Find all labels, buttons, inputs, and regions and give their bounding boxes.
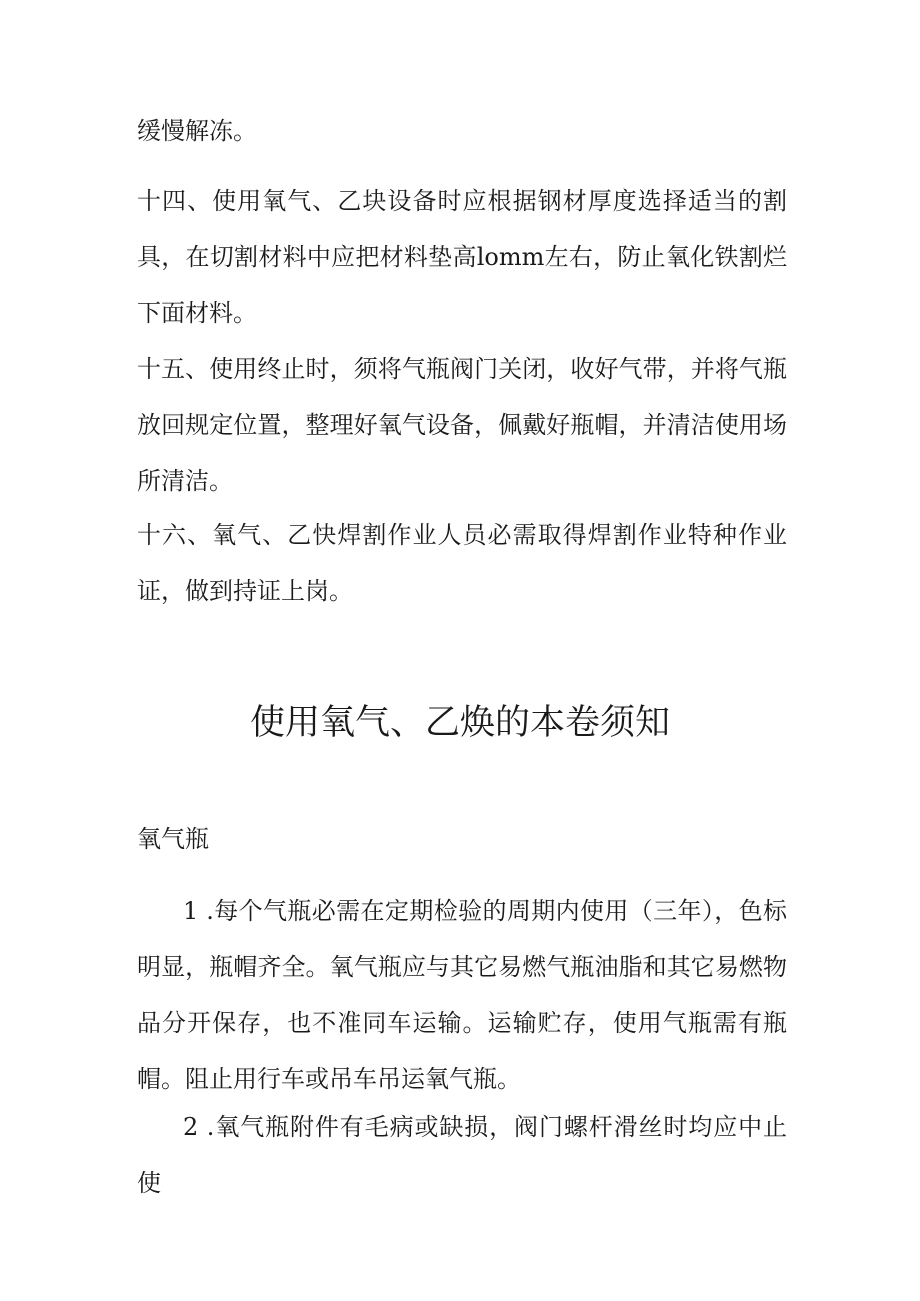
numbered-item-1: 1 .每个气瓶必需在定期检验的周期内使用（三年），色标明显，瓶帽齐全。氧气瓶应与其它易燃气瓶油脂和其它易燃物品分开保存，也不准同车运输。运输贮存，使用气瓶需有瓶帽。阻止用行车或吊车吊运氧气瓶。 [137, 897, 787, 1093]
numbered-item-2: 2 .氧气瓶附件有毛病或缺损，阀门螺杆滑丝时均应中止使 [137, 1113, 787, 1197]
section-title: 使用氧气、乙焕的本卷须知 [249, 703, 670, 743]
paragraph-item-15: 十五、使用终止时，须将气瓶阀门关闭，收好气带，并将气瓶放回规定位置，整理好氧气设备，佩戴好瓶帽，并清洁使用场所清洁。 [137, 355, 787, 495]
subsection-heading: 氧气瓶 [137, 825, 209, 853]
paragraph-item-14: 十四、使用氧气、乙块设备时应根据钢材厚度选择适当的割具，在切割材料中应把材料垫高lomm左右，防止氧化铁割烂下面材料。 [137, 187, 787, 327]
paragraph-item-16: 十六、氧气、乙快焊割作业人员必需取得焊割作业特种作业证，做到持证上岗。 [137, 521, 787, 605]
continued-paragraph: 缓慢解冻。 [137, 117, 257, 145]
